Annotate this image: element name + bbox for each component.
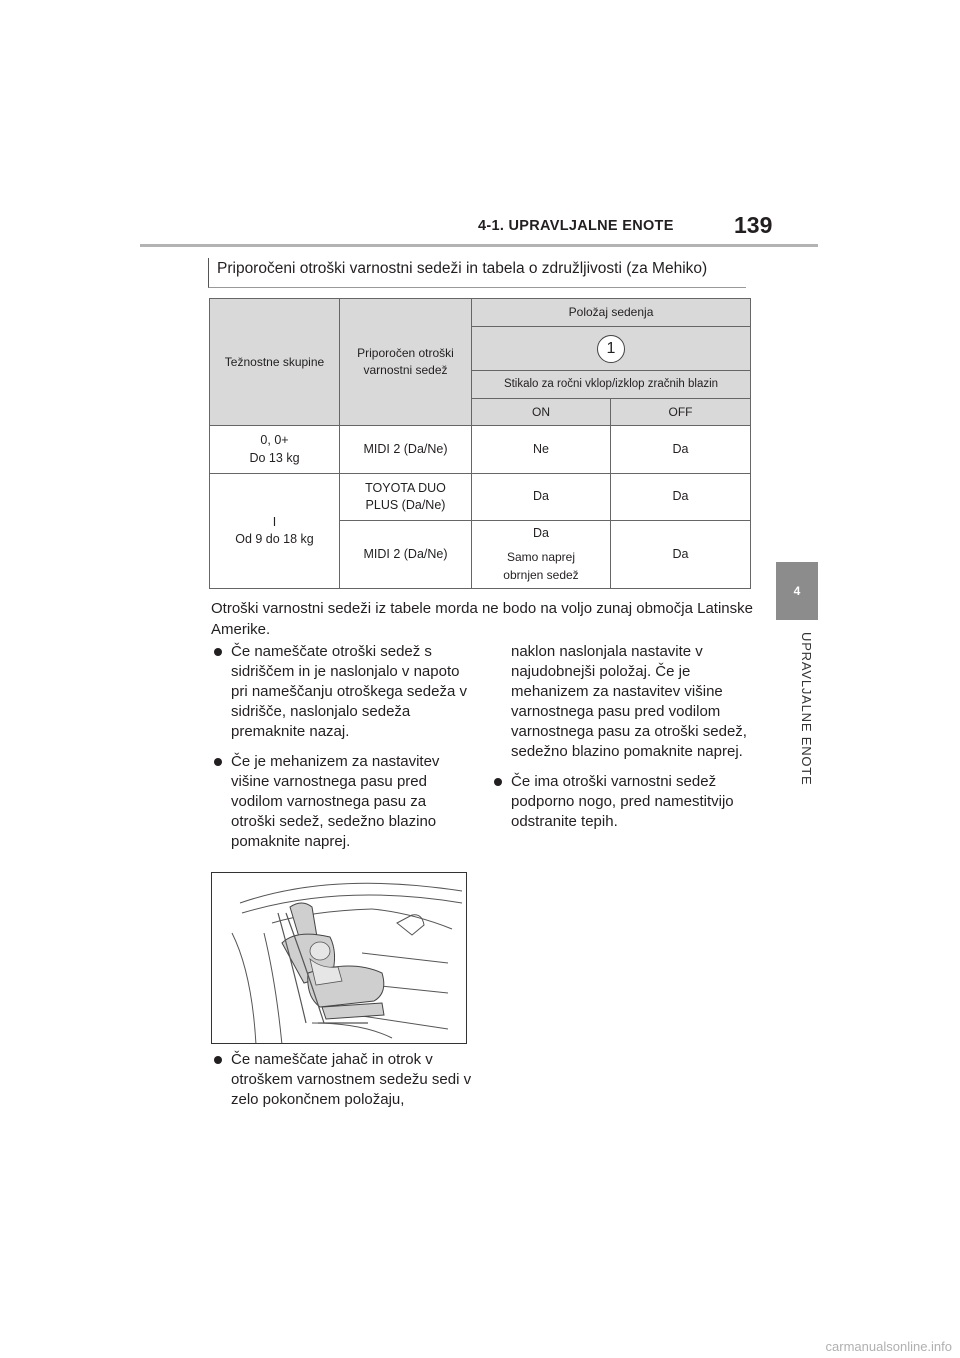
cell-on: Ne bbox=[472, 426, 611, 474]
list-item: Če nameščate otroški sedež s sidriščem in je naslonjalo v napoto pri nameščanju otroškega sedeža v sidrišče, naslonjalo sedeža premaknite nazaj. bbox=[211, 642, 473, 742]
bullet-icon bbox=[214, 758, 222, 766]
chapter-title: UPRAVLJALNE ENOTE bbox=[799, 632, 814, 786]
cell-on: Da bbox=[472, 474, 611, 521]
cell-on: Da Samo naprej obrnjen sedež bbox=[472, 521, 611, 589]
list-item: Če ima otroški varnostni sedež podporno nogo, pred namestitvijo odstranite tepih. bbox=[491, 772, 753, 832]
cell-group: I Od 9 do 18 kg bbox=[210, 474, 340, 589]
chapter-number: 4 bbox=[793, 584, 801, 598]
header-divider bbox=[140, 244, 818, 247]
watermark: carmanualsonline.info bbox=[825, 1339, 952, 1354]
cell-off: Da bbox=[611, 474, 751, 521]
left-column bbox=[211, 642, 473, 862]
chapter-tab bbox=[776, 562, 818, 620]
availability-note: Otroški varnostni sedeži iz tabele morda ne bodo na voljo zunaj območja Latinske Amerike. bbox=[211, 600, 753, 638]
bullet-icon bbox=[214, 1056, 222, 1064]
position-1-icon: 1 bbox=[597, 335, 625, 363]
cell-seat: MIDI 2 (Da/Ne) bbox=[340, 521, 472, 589]
child-seat-illustration bbox=[211, 872, 467, 1044]
header-airbag-switch: Stikalo za ročni vklop/izklop zračnih blazin bbox=[472, 371, 751, 399]
right-column bbox=[491, 642, 753, 842]
cell-group: 0, 0+ Do 13 kg bbox=[210, 426, 340, 474]
page-number: 139 bbox=[734, 212, 773, 238]
cell-seat: TOYOTA DUO PLUS (Da/Ne) bbox=[340, 474, 472, 521]
bottom-column bbox=[211, 1050, 473, 1120]
compatibility-table bbox=[209, 298, 751, 589]
section-title: 4-1. UPRAVLJALNE ENOTE bbox=[478, 218, 674, 234]
header-weight-groups: Težnostne skupine bbox=[210, 299, 340, 426]
bullet-icon bbox=[214, 648, 222, 656]
header-off: OFF bbox=[611, 399, 751, 426]
list-item: Če je mehanizem za nastavitev višine varnostnega pasu pred vodilom varnostnega pasu za otroški sedež, sedežno blazino pomaknite naprej. bbox=[211, 752, 473, 852]
header-on: ON bbox=[472, 399, 611, 426]
list-item: Če nameščate jahač in otrok v otroškem varnostnem sedežu sedi v zelo pokončnem položaju, bbox=[211, 1050, 473, 1110]
cell-seat: MIDI 2 (Da/Ne) bbox=[340, 426, 472, 474]
table-row bbox=[210, 474, 751, 521]
cell-off: Da bbox=[611, 426, 751, 474]
header-position-number bbox=[472, 327, 751, 371]
header-seating-position: Položaj sedenja bbox=[472, 299, 751, 327]
table-row bbox=[210, 426, 751, 474]
table-caption: Priporočeni otroški varnostni sedeži in tabela o združljivosti (za Mehiko) bbox=[208, 258, 746, 288]
cell-off: Da bbox=[611, 521, 751, 589]
bullet-icon bbox=[494, 778, 502, 786]
header-recommended-seat: Priporočen otroški varnostni sedež bbox=[340, 299, 472, 426]
child-seat-drawing bbox=[212, 873, 467, 1044]
list-item-continuation: naklon naslonjala nastavite v najudobnejši položaj. Če je mehanizem za nastavitev višine varnostnega pasu pred vodilom varnostnega pasu za otroški sedež, sedežno blazino pomaknite naprej. bbox=[511, 643, 747, 760]
